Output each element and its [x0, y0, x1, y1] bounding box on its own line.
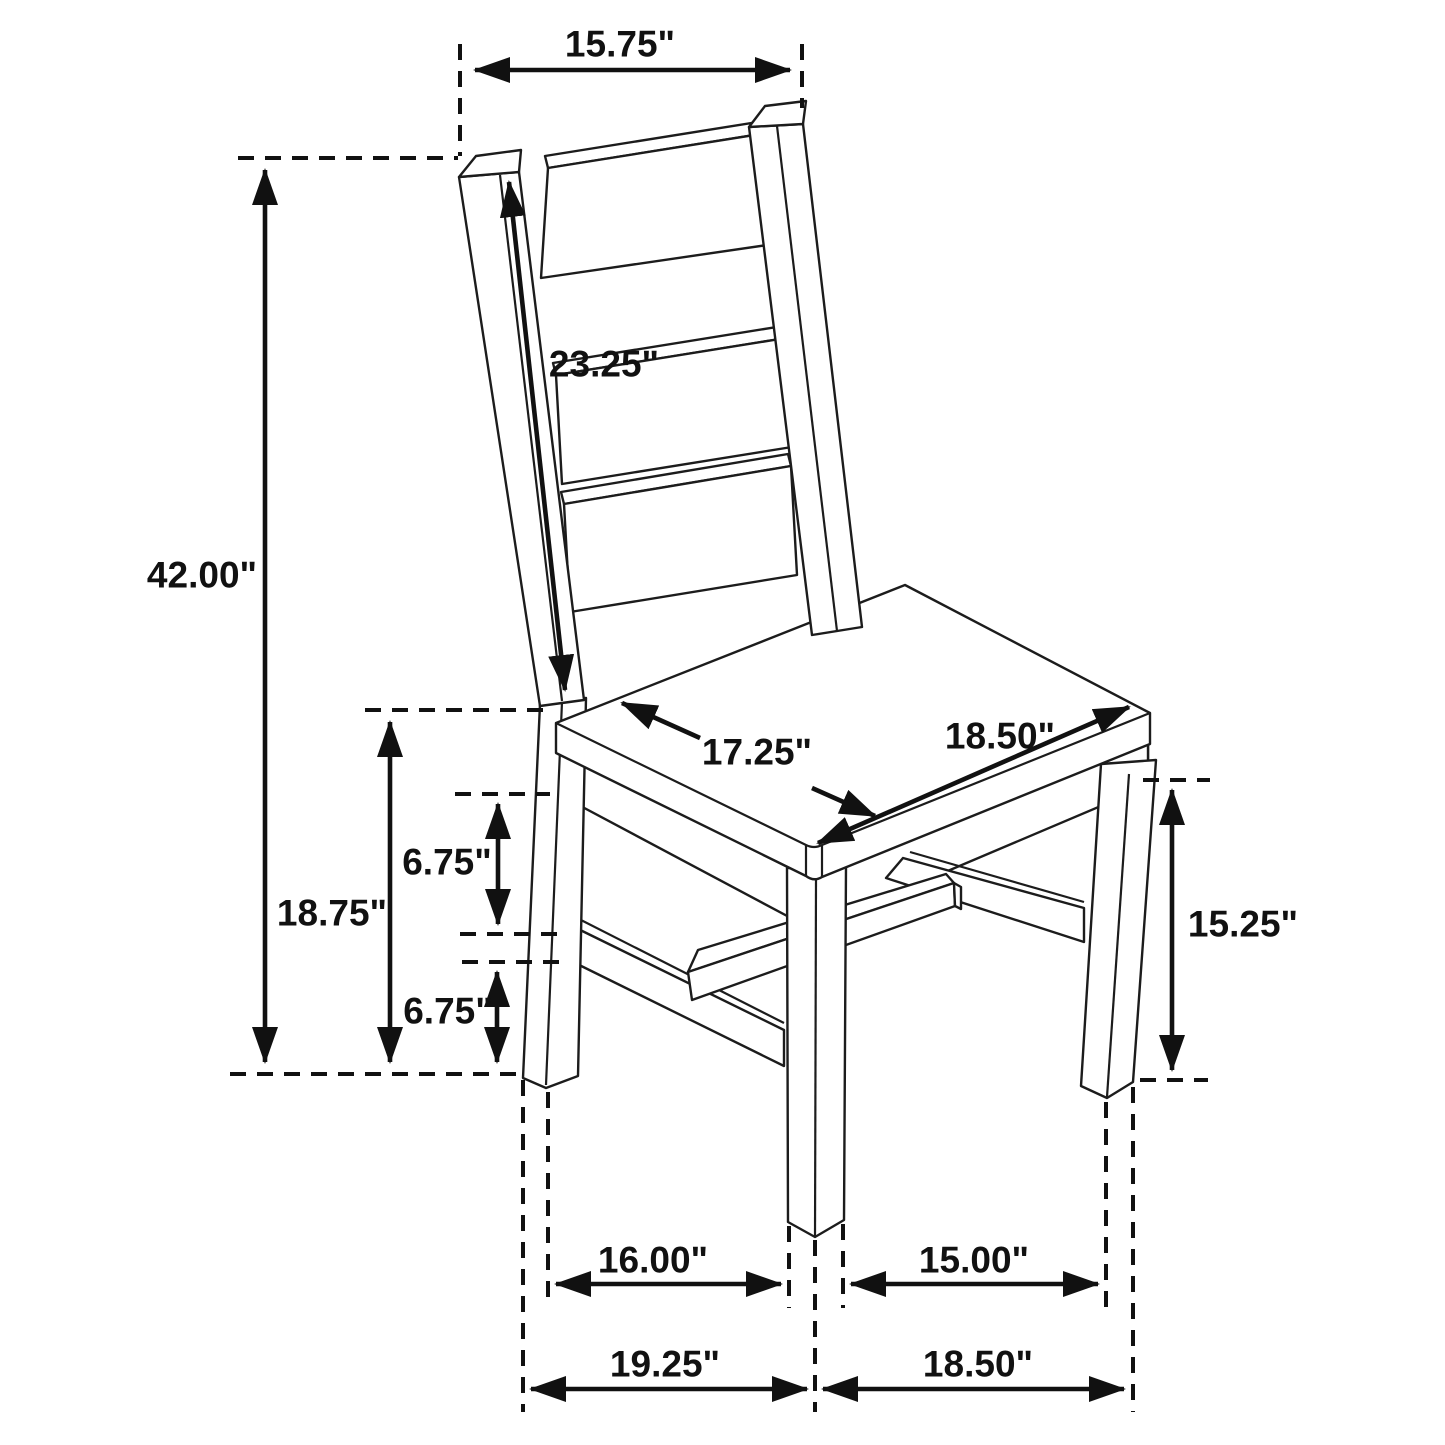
dim-top-width-label: 15.75"	[564, 23, 676, 65]
dim-leg-spacing-front-label: 15.00"	[918, 1239, 1030, 1281]
chair-cross-stretcher-end	[954, 883, 961, 909]
dim-base-depth-label: 19.25"	[609, 1343, 721, 1385]
chair-right-post-cap	[749, 101, 806, 127]
dim-stretcher-to-floor-label: 6.75"	[403, 990, 493, 1032]
dim-base-width-label: 18.50"	[922, 1343, 1034, 1385]
dim-seat-to-stretcher-label: 6.75"	[402, 841, 492, 883]
dim-seat-depth-label: 17.25"	[701, 731, 813, 773]
dim-floor-to-apron-label: 15.25"	[1187, 903, 1299, 945]
chair-left-post-cap	[459, 150, 521, 177]
dim-seat-width-label: 18.50"	[944, 715, 1056, 757]
dim-seat-height-label: 18.75"	[276, 892, 388, 934]
dim-leg-spacing-side-label: 16.00"	[597, 1239, 709, 1281]
dim-overall-height-label: 42.00"	[146, 554, 258, 596]
chair-front-left-leg-corner	[815, 880, 816, 1237]
dim-backrest-length-label: 23.25"	[548, 343, 660, 385]
